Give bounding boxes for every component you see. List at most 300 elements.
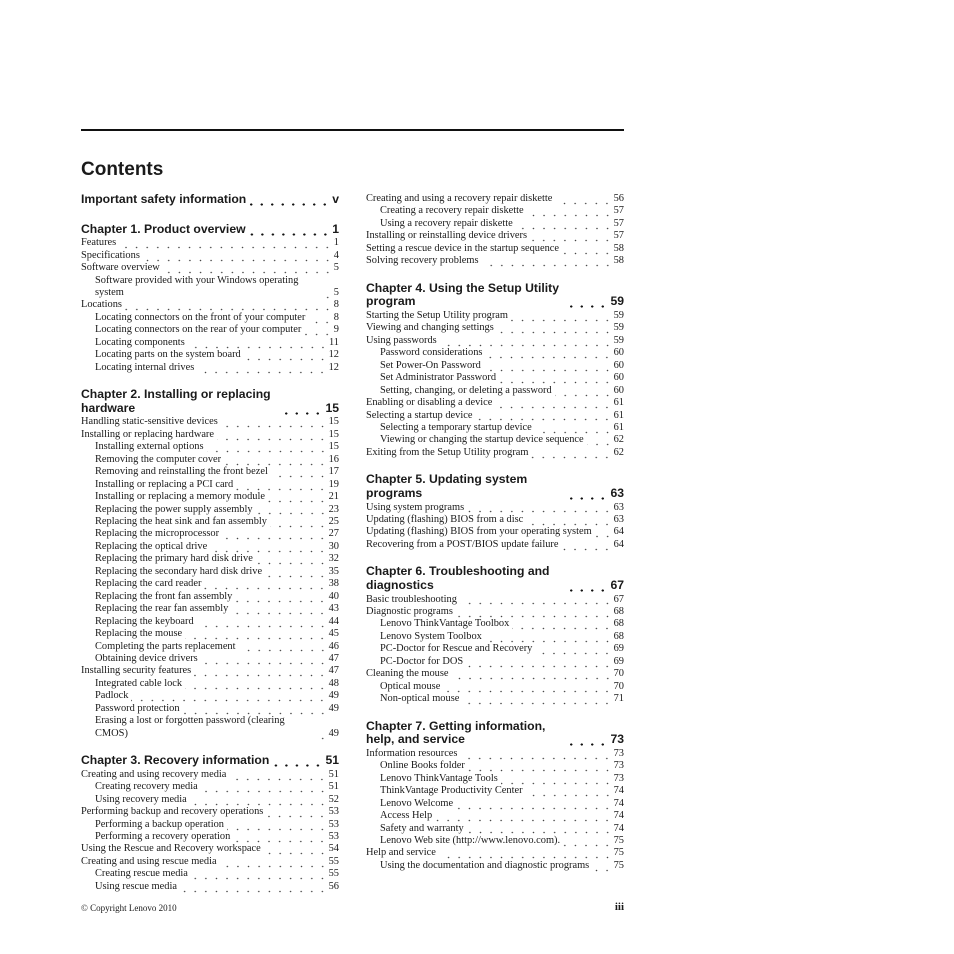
entry-page-number: 53 — [328, 806, 339, 818]
dot-leader — [183, 703, 328, 715]
toc-entry[interactable] — [366, 798, 624, 810]
dot-leader — [587, 435, 613, 447]
dot-leader — [256, 504, 328, 516]
entry-page-number: 71 — [613, 693, 624, 705]
entry-title: Using rescue media — [95, 880, 177, 892]
entry-title: Diagnostic programs — [366, 605, 453, 617]
entry-page-number: 60 — [613, 372, 624, 384]
toc-entry[interactable] — [81, 703, 339, 715]
dot-leader — [535, 422, 613, 434]
toc-section — [366, 193, 624, 268]
toc-entry[interactable] — [81, 491, 339, 503]
entry-title: Removing the computer cover — [95, 453, 222, 465]
dot-leader — [535, 644, 612, 656]
entry-page-number: 56 — [613, 193, 624, 204]
entry-title: Locating parts on the system board — [95, 349, 241, 361]
toc-entry[interactable] — [81, 566, 339, 578]
entry-title: Help and service — [366, 847, 436, 859]
dot-leader — [592, 860, 612, 872]
entry-title: Enabling or disabling a device — [366, 397, 493, 409]
toc-entry[interactable] — [366, 422, 624, 434]
toc-entry[interactable] — [81, 324, 339, 336]
dot-leader — [482, 256, 613, 268]
entry-title: Solving recovery problems — [366, 255, 479, 267]
dot-leader — [568, 580, 608, 593]
dot-leader — [484, 360, 613, 372]
entry-page-number: 16 — [328, 453, 339, 465]
toc-entry[interactable] — [366, 397, 624, 409]
toc-entry[interactable] — [366, 243, 624, 255]
dot-leader — [125, 300, 333, 312]
toc-entry[interactable] — [366, 347, 624, 359]
entry-page-number: 59 — [613, 322, 624, 334]
toc-entry[interactable] — [81, 591, 339, 603]
toc-entry[interactable] — [366, 681, 624, 693]
toc-entry[interactable] — [81, 665, 339, 677]
entry-title: Replacing the heat sink and fan assembly — [95, 515, 267, 527]
toc-entry[interactable] — [81, 504, 339, 516]
dot-leader — [221, 417, 328, 429]
entry-title: Lenovo ThinkVantage Tools — [380, 772, 498, 784]
dot-leader — [266, 807, 327, 819]
toc-entry[interactable] — [366, 526, 624, 538]
toc-entry[interactable] — [81, 781, 339, 793]
toc-chapter-heading[interactable] — [81, 388, 339, 415]
entry-page-number: 57 — [613, 217, 624, 229]
entry-title: Information resources — [366, 747, 458, 759]
entry-title: Replacing the front fan assembly — [95, 590, 233, 602]
entry-page-number: 19 — [328, 478, 339, 490]
toc-entry[interactable] — [366, 594, 624, 606]
dot-leader — [256, 554, 328, 566]
dot-leader — [452, 669, 613, 681]
entry-page-number: 49 — [328, 690, 339, 702]
dot-leader — [460, 748, 612, 760]
dot-leader — [229, 769, 327, 781]
toc-entry[interactable] — [81, 337, 339, 349]
toc-entry[interactable] — [81, 441, 339, 453]
entry-page-number: 40 — [328, 590, 339, 602]
dot-leader — [249, 194, 330, 207]
toc-entry[interactable] — [81, 416, 339, 428]
chapter-page-number: 67 — [610, 577, 624, 592]
toc-entry[interactable] — [81, 653, 339, 665]
dot-leader — [561, 539, 612, 551]
toc-entry[interactable] — [366, 823, 624, 835]
entry-title: Using system programs — [366, 501, 465, 513]
chapter-page-number: 15 — [325, 400, 339, 415]
toc-entry[interactable] — [81, 479, 339, 491]
dot-leader — [272, 755, 323, 768]
dot-leader — [194, 666, 327, 678]
toc-entry[interactable] — [81, 806, 339, 818]
chapter-title: Chapter 3. Recovery information — [81, 753, 270, 768]
toc-entry[interactable] — [366, 514, 624, 526]
toc-chapter-heading[interactable] — [366, 473, 624, 500]
entry-title: Online Books folder — [380, 760, 465, 772]
dot-leader — [568, 488, 608, 501]
toc-entry[interactable] — [366, 785, 624, 797]
toc-section — [366, 720, 624, 873]
entry-page-number: 69 — [613, 655, 624, 667]
dot-leader — [217, 429, 328, 441]
dot-leader — [143, 250, 333, 262]
entry-title: Replacing the rear fan assembly — [95, 603, 229, 615]
toc-chapter-heading[interactable] — [366, 720, 624, 747]
dot-leader — [485, 348, 612, 360]
dot-leader — [467, 502, 612, 514]
toc-entry[interactable] — [366, 218, 624, 230]
toc-entry[interactable] — [81, 275, 339, 300]
entry-page-number: 5 — [333, 287, 339, 298]
dot-leader — [530, 231, 613, 243]
toc-chapter-heading[interactable] — [366, 282, 624, 309]
entry-title: Specifications — [81, 249, 140, 261]
chapter-title: Chapter 7. Getting information, help, and service — [366, 718, 546, 747]
entry-page-number: 4 — [333, 249, 339, 261]
dot-leader — [231, 604, 327, 616]
dot-leader — [555, 385, 613, 397]
entry-title: Selecting a startup device — [366, 409, 473, 421]
entry-page-number: 55 — [328, 868, 339, 880]
dot-leader — [188, 337, 328, 349]
entry-page-number: 35 — [328, 565, 339, 577]
dot-leader — [526, 514, 612, 526]
dot-leader — [204, 579, 327, 591]
entry-title: Installing security features — [81, 665, 192, 677]
entry-title: Locations — [81, 299, 122, 311]
chapter-title: Important safety information — [81, 192, 247, 206]
toc-entry[interactable] — [366, 502, 624, 514]
entry-title: Creating recovery media — [95, 781, 198, 793]
entry-page-number: 70 — [613, 680, 624, 692]
entry-title: Starting the Setup Utility program — [366, 309, 508, 321]
entry-title: Recovering from a POST/BIOS update failure — [366, 538, 559, 550]
dot-leader — [460, 594, 613, 606]
entry-page-number: 58 — [613, 255, 624, 267]
entry-title: Creating and using a recovery repair diskette — [366, 193, 553, 204]
entry-page-number: 53 — [328, 818, 339, 830]
dot-leader — [185, 629, 327, 641]
toc-entry[interactable] — [366, 860, 624, 872]
toc-section — [81, 754, 339, 893]
chapter-page-number: 59 — [610, 294, 624, 309]
toc-entry[interactable] — [366, 230, 624, 242]
toc-entry[interactable] — [366, 335, 624, 347]
toc-chapter-heading[interactable] — [366, 565, 624, 592]
toc-entry[interactable] — [366, 748, 624, 760]
toc-entry[interactable] — [81, 299, 339, 311]
toc-entry[interactable] — [81, 819, 339, 831]
entry-page-number: 9 — [333, 324, 339, 336]
toc-entry[interactable] — [81, 237, 339, 249]
dot-leader — [516, 218, 613, 230]
entry-page-number: 68 — [613, 605, 624, 617]
toc-entry[interactable] — [366, 631, 624, 643]
chapter-title: Chapter 4. Using the Setup Utility program — [366, 280, 559, 309]
toc-entry[interactable] — [366, 773, 624, 785]
entry-title: Software overview — [81, 262, 160, 274]
chapter-page-number: 1 — [332, 221, 339, 236]
entry-title: Creating rescue media — [95, 868, 188, 880]
entry-page-number: 47 — [328, 652, 339, 664]
toc-entry[interactable] — [366, 193, 624, 205]
entry-page-number: 59 — [613, 309, 624, 321]
entry-page-number: 74 — [613, 797, 624, 809]
toc-entry[interactable] — [81, 856, 339, 868]
dot-leader — [185, 678, 327, 690]
dot-leader — [239, 641, 328, 653]
entry-page-number: 62 — [613, 434, 624, 446]
page-number: iii — [614, 901, 624, 913]
dot-leader — [283, 402, 323, 415]
toc-entry[interactable] — [366, 693, 624, 705]
toc-entry[interactable] — [366, 205, 624, 217]
toc-entry[interactable] — [366, 360, 624, 372]
entry-page-number: 5 — [333, 262, 339, 274]
entry-title: Viewing and changing settings — [366, 322, 494, 334]
entry-title: Replacing the power supply assembly — [95, 503, 253, 515]
toc-entry[interactable] — [366, 322, 624, 334]
entry-page-number: 15 — [328, 441, 339, 453]
dot-leader — [456, 606, 613, 618]
chapter-title: Chapter 6. Troubleshooting and diagnostics — [366, 564, 550, 592]
toc-entry[interactable] — [81, 881, 339, 893]
entry-title: PC-Doctor for Rescue and Recovery — [380, 643, 533, 655]
toc-entry[interactable] — [366, 760, 624, 772]
dot-leader — [131, 691, 327, 703]
entry-page-number: 17 — [328, 466, 339, 478]
toc-entry[interactable] — [81, 454, 339, 466]
toc-entry[interactable] — [366, 668, 624, 680]
entry-title: Creating and using rescue media — [81, 855, 217, 867]
entry-page-number: 74 — [613, 785, 624, 797]
entry-title: Replacing the keyboard — [95, 615, 194, 627]
chapter-title: Chapter 1. Product overview — [81, 221, 246, 236]
entry-title: Installing or replacing a PCI card — [95, 478, 234, 490]
entry-title: Obtaining device drivers — [95, 652, 198, 664]
toc-section — [366, 565, 624, 705]
entry-title: Features — [81, 237, 117, 249]
toc-entry[interactable] — [81, 769, 339, 781]
entry-title: Padlock — [95, 690, 129, 702]
toc-entry[interactable] — [366, 372, 624, 384]
entry-title: Creating a recovery repair diskette — [380, 205, 524, 217]
entry-page-number: 60 — [613, 347, 624, 359]
toc-entry[interactable] — [81, 831, 339, 843]
toc-entry[interactable] — [366, 606, 624, 618]
toc-entry[interactable] — [81, 843, 339, 855]
entry-page-number: 12 — [328, 349, 339, 361]
entry-title: Using the Rescue and Recovery workspace — [81, 843, 261, 855]
entry-page-number: 55 — [328, 855, 339, 867]
entry-page-number: 68 — [613, 618, 624, 630]
toc-entry[interactable] — [81, 362, 339, 374]
entry-title: Locating components — [95, 336, 185, 348]
entry-page-number: 69 — [613, 643, 624, 655]
entry-title: Creating and using recovery media — [81, 768, 227, 780]
entry-page-number: 15 — [328, 416, 339, 428]
toc-entry[interactable] — [81, 603, 339, 615]
toc-entry[interactable] — [366, 618, 624, 630]
entry-title: Lenovo ThinkVantage Toolbox — [380, 618, 510, 630]
toc-entry[interactable] — [366, 255, 624, 267]
entry-title: Basic troubleshooting — [366, 593, 457, 605]
entry-title: Removing and reinstalling the front bezel — [95, 466, 268, 478]
dot-leader — [249, 223, 331, 236]
toc-entry[interactable] — [81, 641, 339, 653]
toc-entry[interactable] — [81, 578, 339, 590]
toc-entry[interactable] — [366, 410, 624, 422]
chapter-page-number: v — [332, 192, 339, 206]
dot-leader — [462, 694, 612, 706]
toc-chapter-heading[interactable] — [81, 754, 339, 768]
entry-page-number: 8 — [333, 299, 339, 311]
entry-title: Using the documentation and diagnostic programs — [380, 859, 590, 871]
entry-title: Lenovo Web site (http://www.lenovo.com). — [380, 834, 561, 846]
entry-title: Completing the parts replacement — [95, 640, 236, 652]
toc-entry[interactable] — [366, 643, 624, 655]
entry-page-number: 30 — [328, 540, 339, 552]
dot-leader — [314, 728, 328, 740]
entry-title: Installing or reinstalling device drivers — [366, 230, 528, 242]
toc-entry[interactable] — [81, 553, 339, 565]
toc-entry[interactable] — [81, 312, 339, 324]
entry-page-number: 12 — [328, 361, 339, 373]
entry-page-number: 60 — [613, 384, 624, 396]
entry-page-number: 67 — [613, 593, 624, 605]
entry-page-number: 74 — [613, 822, 624, 834]
entry-page-number: 70 — [613, 668, 624, 680]
entry-page-number: 54 — [328, 843, 339, 855]
dot-leader — [197, 616, 328, 628]
toc-entry[interactable] — [81, 541, 339, 553]
toc-entry[interactable] — [81, 628, 339, 640]
entry-title: Erasing a lost or forgotten password (clearing CMOS) — [95, 715, 285, 739]
dot-leader — [163, 263, 333, 275]
entry-title: Locating internal drives — [95, 361, 195, 373]
dot-leader — [468, 761, 613, 773]
entry-title: Set Administrator Password — [380, 372, 497, 384]
entry-page-number: 8 — [333, 311, 339, 323]
toc-entry[interactable] — [81, 678, 339, 690]
entry-page-number: 75 — [613, 847, 624, 859]
entry-title: Using passwords — [366, 334, 437, 346]
toc-entry[interactable] — [81, 349, 339, 361]
dot-leader — [268, 492, 328, 504]
entry-page-number: 59 — [613, 334, 624, 346]
dot-leader — [512, 619, 612, 631]
dot-leader — [526, 786, 613, 798]
entry-title: Replacing the optical drive — [95, 540, 208, 552]
toc-entry[interactable] — [366, 810, 624, 822]
dot-leader — [210, 541, 327, 553]
toc-entry[interactable] — [366, 656, 624, 668]
toc-column-left — [81, 193, 339, 893]
toc-entry[interactable] — [81, 616, 339, 628]
entry-page-number: 45 — [328, 628, 339, 640]
entry-title: Performing backup and recovery operations — [81, 806, 264, 818]
entry-page-number: 68 — [613, 630, 624, 642]
entry-title: Replacing the microprocessor — [95, 528, 220, 540]
entry-title: Performing a recovery operation — [95, 831, 231, 842]
toc-entry[interactable] — [81, 690, 339, 702]
dot-leader — [439, 848, 613, 860]
dot-leader — [501, 773, 613, 785]
entry-title: Updating (flashing) BIOS from your operating system — [366, 526, 592, 538]
dot-leader — [197, 362, 327, 374]
toc-entry[interactable] — [81, 262, 339, 274]
toc-entry[interactable] — [366, 835, 624, 847]
toc-entry[interactable] — [81, 868, 339, 880]
toc-section — [366, 473, 624, 551]
dot-leader — [466, 656, 612, 668]
toc-entry[interactable] — [81, 250, 339, 262]
entry-page-number: 52 — [328, 793, 339, 805]
dot-leader — [201, 653, 328, 665]
dot-leader — [270, 516, 328, 528]
dot-leader — [207, 442, 328, 454]
toc-entry[interactable] — [81, 528, 339, 540]
entry-title: Cleaning the mouse — [366, 668, 449, 680]
entry-page-number: 61 — [613, 397, 624, 409]
toc-entry[interactable] — [81, 466, 339, 478]
entry-title: Safety and warranty — [380, 822, 464, 834]
entry-page-number: 62 — [613, 446, 624, 458]
entry-page-number: 51 — [328, 781, 339, 793]
dot-leader — [443, 681, 612, 693]
toc-entry[interactable] — [81, 429, 339, 441]
toc-section — [81, 388, 339, 740]
dot-leader — [190, 794, 328, 806]
dot-leader — [319, 287, 333, 299]
entry-title: Access Help — [380, 810, 433, 822]
entry-page-number: 49 — [328, 727, 339, 739]
toc-entry[interactable] — [366, 447, 624, 459]
toc-chapter-heading[interactable] — [81, 193, 339, 207]
dot-leader — [485, 631, 613, 643]
entry-page-number: 63 — [613, 501, 624, 513]
toc-entry[interactable] — [81, 794, 339, 806]
header-rule — [81, 129, 624, 131]
toc-entry[interactable] — [366, 310, 624, 322]
chapter-title: Chapter 5. Updating system programs — [366, 472, 528, 500]
entry-title: Selecting a temporary startup device — [380, 421, 532, 433]
toc-entry[interactable] — [366, 539, 624, 551]
entry-title: Lenovo Welcome — [380, 797, 454, 809]
dot-leader — [271, 467, 328, 479]
entry-page-number: 48 — [328, 677, 339, 689]
entry-title: Exiting from the Setup Utility program — [366, 446, 529, 458]
toc-chapter-heading[interactable] — [81, 223, 339, 237]
entry-page-number: 58 — [613, 242, 624, 254]
entry-page-number: 73 — [613, 760, 624, 772]
toc-entry[interactable] — [366, 434, 624, 446]
toc-entry[interactable] — [366, 385, 624, 397]
entry-title: Performing a backup operation — [95, 818, 224, 830]
entry-title: Locating connectors on the rear of your computer — [95, 324, 302, 336]
entry-page-number: 73 — [613, 772, 624, 784]
dot-leader — [119, 238, 333, 250]
toc-entry[interactable] — [366, 847, 624, 859]
dot-leader — [511, 310, 613, 322]
dot-leader — [236, 479, 327, 491]
toc-entry[interactable] — [81, 715, 339, 740]
dot-leader — [224, 454, 328, 466]
dot-leader — [531, 447, 612, 459]
entry-page-number: 11 — [328, 336, 339, 348]
toc-entry[interactable] — [81, 516, 339, 528]
